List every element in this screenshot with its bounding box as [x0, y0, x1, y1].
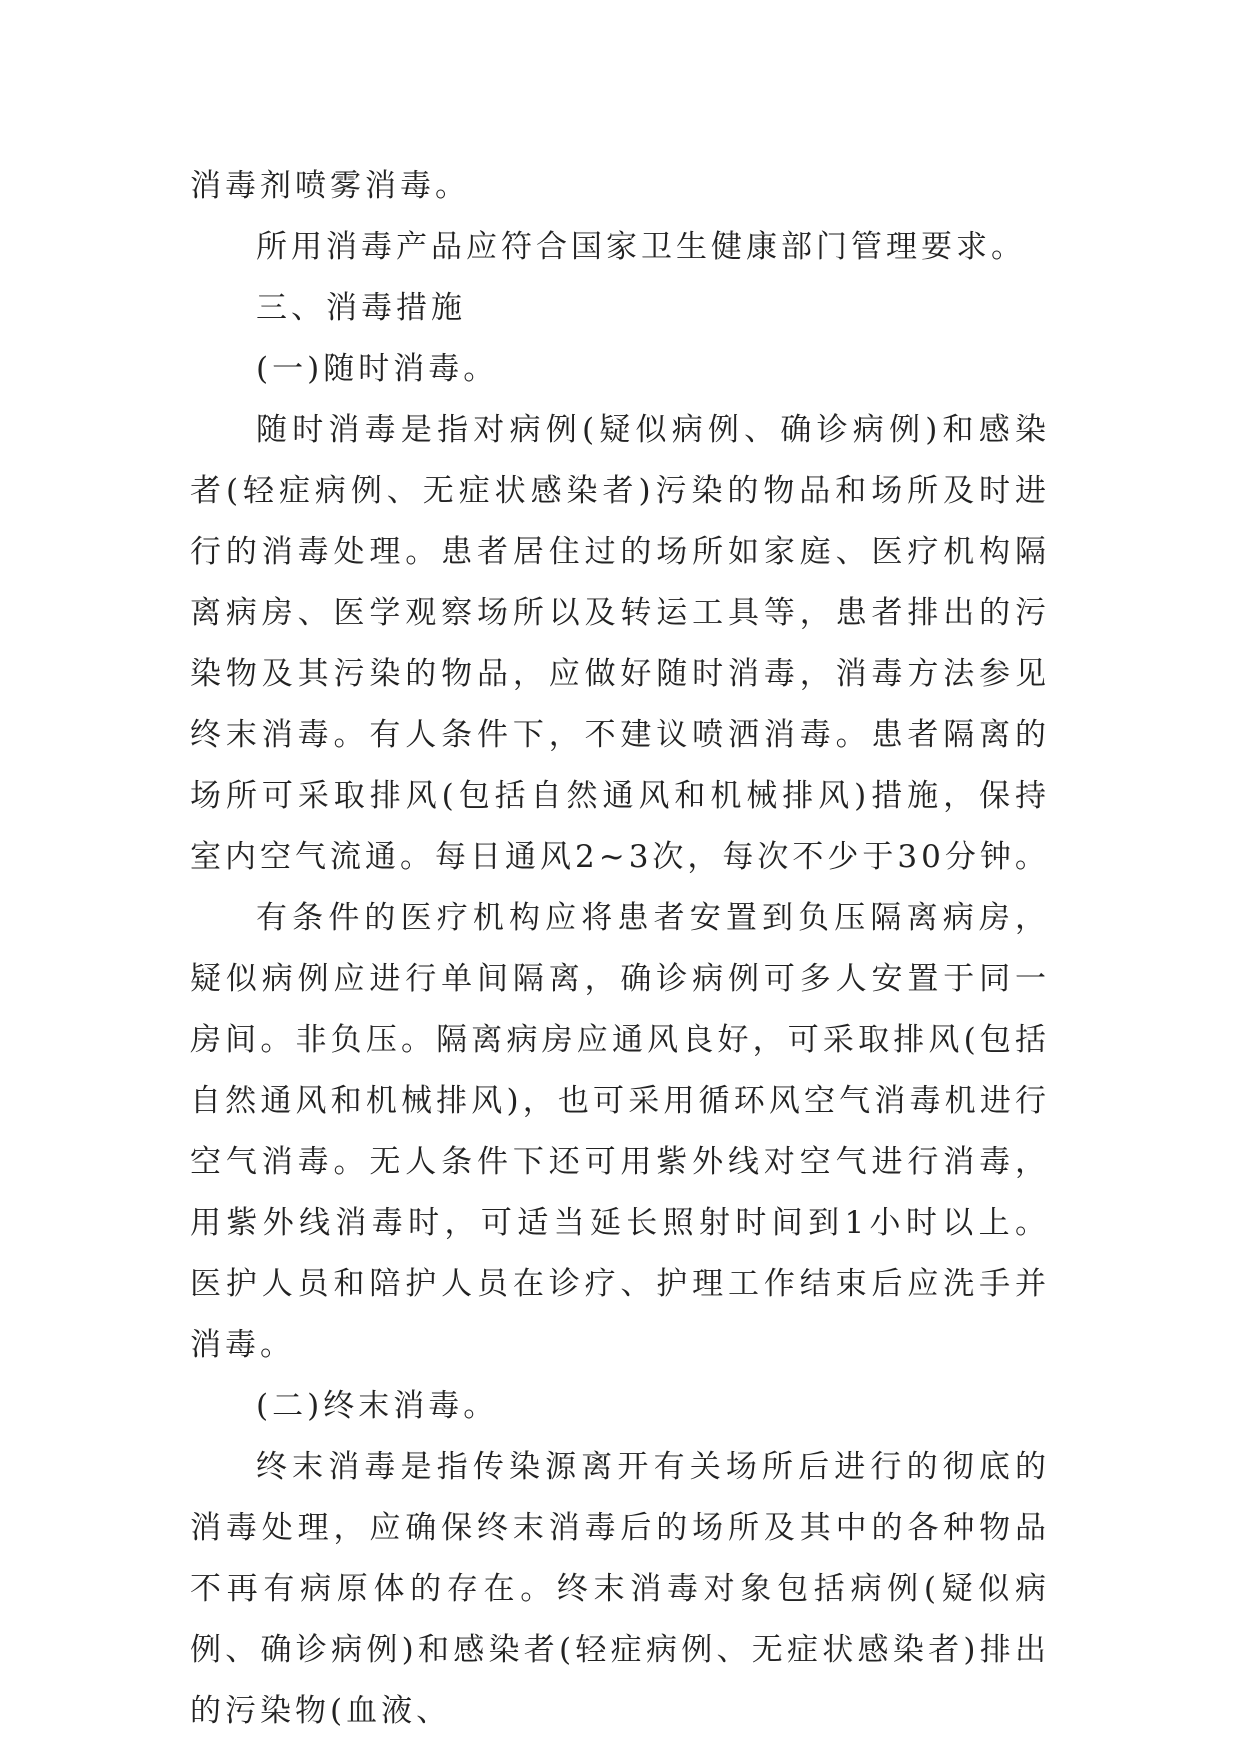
paragraph-1: 消毒剂喷雾消毒。	[190, 168, 470, 204]
subheading-terminal-disinfection: (二)终末消毒。	[256, 1388, 499, 1424]
document-body	[190, 156, 1050, 1742]
paragraph-isolation-wards: 有条件的医疗机构应将患者安置到负压隔离病房，疑似病例应进行单间隔离，确诊病例可多人安置于同一房间。非负压。隔离病房应通风良好，可采取排风(包括自然通风和机械排风)，也可采用循环风空气消毒机进行空气消毒。无人条件下还可用紫外线对空气进行消毒，用紫外线消毒时，可适当延长照射时间到1小时以上。医护人员和陪护人员在诊疗、护理工作结束后应洗手并消毒。	[190, 900, 1050, 1363]
section-heading-disinfection-measures: 三、消毒措施	[256, 290, 466, 326]
paragraph-2: 所用消毒产品应符合国家卫生健康部门管理要求。	[256, 229, 1026, 265]
subheading-concurrent-disinfection: (一)随时消毒。	[256, 351, 499, 387]
paragraph-terminal-disinfection: 终末消毒是指传染源离开有关场所后进行的彻底的消毒处理，应确保终末消毒后的场所及其中的各种物品不再有病原体的存在。终末消毒对象包括病例(疑似病例、确诊病例)和感染者(轻症病例、无症状感染者)排出的污染物(血液、	[190, 1449, 1050, 1729]
paragraph-concurrent-disinfection: 随时消毒是指对病例(疑似病例、确诊病例)和感染者(轻症病例、无症状感染者)污染的物品和场所及时进行的消毒处理。患者居住过的场所如家庭、医疗机构隔离病房、医学观察场所以及转运工具等，患者排出的污染物及其污染的物品，应做好随时消毒，消毒方法参见终末消毒。有人条件下，不建议喷洒消毒。患者隔离的场所可采取排风(包括自然通风和机械排风)措施，保持室内空气流通。每日通风2~3次，每次不少于30分钟。	[190, 412, 1050, 875]
